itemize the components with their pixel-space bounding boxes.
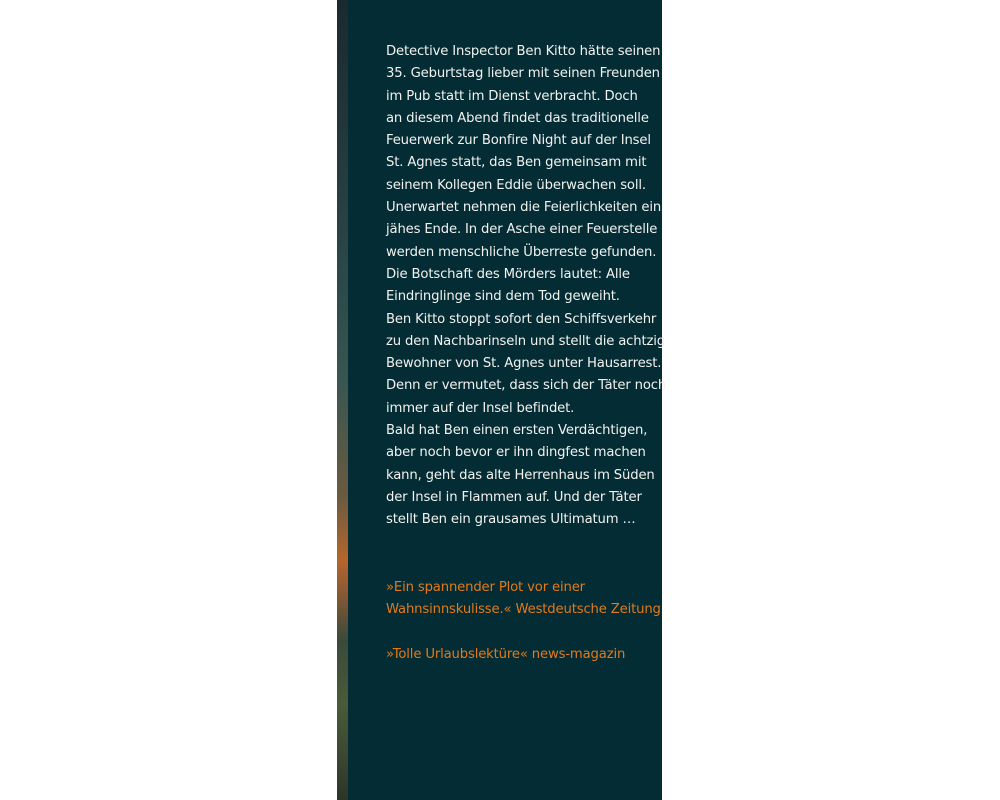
blurb-line: Detective Inspector Ben Kitto hätte seinen [386, 44, 661, 59]
blurb-line: werden menschliche Überreste gefunden. [386, 244, 657, 260]
blurb-line: aber noch bevor er ihn dingfest machen [386, 445, 646, 461]
blurb-line: zu den Nachbarinseln und stellt die achtzig [386, 333, 665, 349]
blurb-line: 35. Geburtstag lieber mit seinen Freunden [386, 66, 660, 82]
blurb-line: kann, geht das alte Herrenhaus im Süden [386, 467, 655, 483]
blurb-line: seinem Kollegen Eddie überwachen soll. [386, 177, 646, 193]
blurb-line: St. Agnes statt, das Ben gemeinsam mit [386, 155, 647, 171]
cover-photo-edge [337, 0, 348, 800]
blurb-line: Unerwartet nehmen die Feierlichkeiten ein [386, 200, 662, 216]
blurb-line: immer auf der Insel befindet. [386, 400, 575, 416]
blurb-line: Ben Kitto stoppt sofort den Schiffsverkehr [386, 311, 657, 327]
press-quote [386, 577, 676, 622]
blurb-line: Bewohner von St. Agnes unter Hausarrest. [386, 356, 662, 372]
press-quote [386, 644, 676, 666]
blurb-line: der Insel in Flammen auf. Und der Täter [386, 489, 642, 505]
blurb-line: Eindringlinge sind dem Tod geweiht. [386, 289, 620, 305]
blurb-line: Die Botschaft des Mörders lautet: Alle [386, 266, 630, 282]
blurb-line: Feuerwerk zur Bonfire Night auf der Insel [386, 133, 651, 149]
blurb-line: jähes Ende. In der Asche einer Feuerstelle [386, 222, 658, 238]
blurb-line: im Pub statt im Dienst verbracht. Doch [386, 88, 638, 104]
press-quote-line: »Tolle Urlaubslektüre« news-magazin [386, 646, 626, 662]
blurb-line: Denn er vermutet, dass sich der Täter noch [386, 378, 667, 394]
blurb-text [386, 41, 676, 532]
press-quote-line: »Ein spannender Plot vor einer [386, 580, 585, 595]
blurb-line: stellt Ben ein grausames Ultimatum … [386, 512, 636, 528]
blurb-line: an diesem Abend findet das traditionelle [386, 110, 649, 126]
press-quote-line: Wahnsinnskulisse.« Westdeutsche Zeitung [386, 602, 661, 618]
blurb-line: Bald hat Ben einen ersten Verdächtigen, [386, 423, 648, 439]
press-quotes [386, 577, 676, 666]
